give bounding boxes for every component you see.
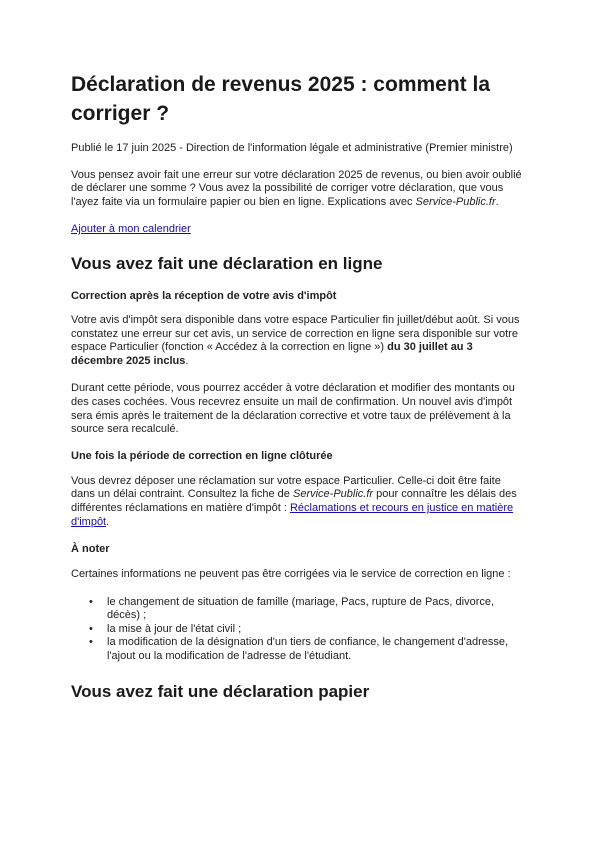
list-item-text: le changement de situation de famille (mariage, Pacs, rupture de Pacs, divorce, décès) ; [107, 595, 495, 622]
section-heading-online: Vous avez fait une déclaration en ligne [71, 253, 383, 273]
reclamation-source: Service-Public.fr [292, 488, 374, 501]
list-item-text: la modification de la désignation d'un tiers de confiance, le changement d'adresse, l'ajout ou la modification de l'adresse de l'étudiant. [107, 636, 509, 663]
intro-text: Vous pensez avoir fait une erreur sur votre déclaration 2025 de revenus, ou bien avoir oublié de déclarer une somme ? Vous avez la possibilité de corriger votre déclaration, que vous l'ayez faite via un formulaire papier ou bien en ligne. Explications avec [71, 168, 522, 208]
intro-paragraph [71, 169, 526, 210]
paragraph-reclamation [71, 475, 526, 529]
bullet-icon: • [89, 595, 93, 608]
list-item [71, 636, 526, 663]
subheading-correction: Correction après la réception de votre avis d'impôt [71, 289, 337, 302]
page-title: Déclaration de revenus 2025 : comment la corriger ? [71, 73, 491, 125]
reclamations-link[interactable]: Réclamations et recours en justice en matière d'impôt [71, 501, 514, 528]
reclamation-text: Vous devrez déposer une réclamation sur votre espace Particulier. Celle-ci doit être faite dans un délai contraint. Consultez la fiche de [71, 474, 501, 501]
bullet-icon: • [89, 622, 93, 635]
correction-end: . [185, 354, 189, 367]
note-text: Certaines informations ne peuvent pas être corrigées via le service de correction en ligne : [71, 568, 511, 581]
add-to-calendar-link[interactable]: Ajouter à mon calendrier [71, 223, 191, 236]
paragraph-period: Durant cette période, vous pourrez accéder à votre déclaration et modifier des montants ou des cases cochées. Vous recevrez ensuite un mail de confirmation. Un nouvel avis d'impôt sera émis après le traitement de la déclaration corrective et votre taux de prélèvement à la source sera recalculé. [71, 382, 515, 436]
correction-text: Votre avis d'impôt sera disponible dans votre espace Particulier fin juillet/début août. Si vous constatez une erreur sur cet avis, un service de correction en ligne sera disponible sur votre espace Particulier (fonction « Accédez à la correction en ligne ») [71, 313, 520, 354]
section-heading-paper: Vous avez fait une déclaration papier [71, 681, 370, 701]
reclamation-mid: pour connaître les délais des différentes réclamations en matière d'impôt : [71, 488, 517, 514]
note-heading: À noter [71, 543, 110, 556]
intro-end: . [495, 195, 499, 208]
list-item-text: la mise à jour de l'état civil ; [107, 622, 242, 635]
correction-dates: du 30 juillet au 3 décembre 2025 inclus [71, 341, 473, 367]
intro-source: Service-Public.fr [415, 195, 496, 208]
calendar-link-wrapper [71, 223, 526, 237]
note-list [71, 596, 526, 664]
paragraph-correction [71, 314, 526, 368]
subheading-closed: Une fois la période de correction en ligne clôturée [71, 449, 333, 462]
bullet-icon: • [89, 636, 93, 649]
list-item [71, 623, 526, 637]
publication-info: Publié le 17 juin 2025 - Direction de l'information légale et administrative (Premier ministre) [71, 142, 513, 154]
reclamation-end: . [106, 515, 110, 528]
list-item [71, 596, 526, 623]
article [71, 70, 526, 703]
